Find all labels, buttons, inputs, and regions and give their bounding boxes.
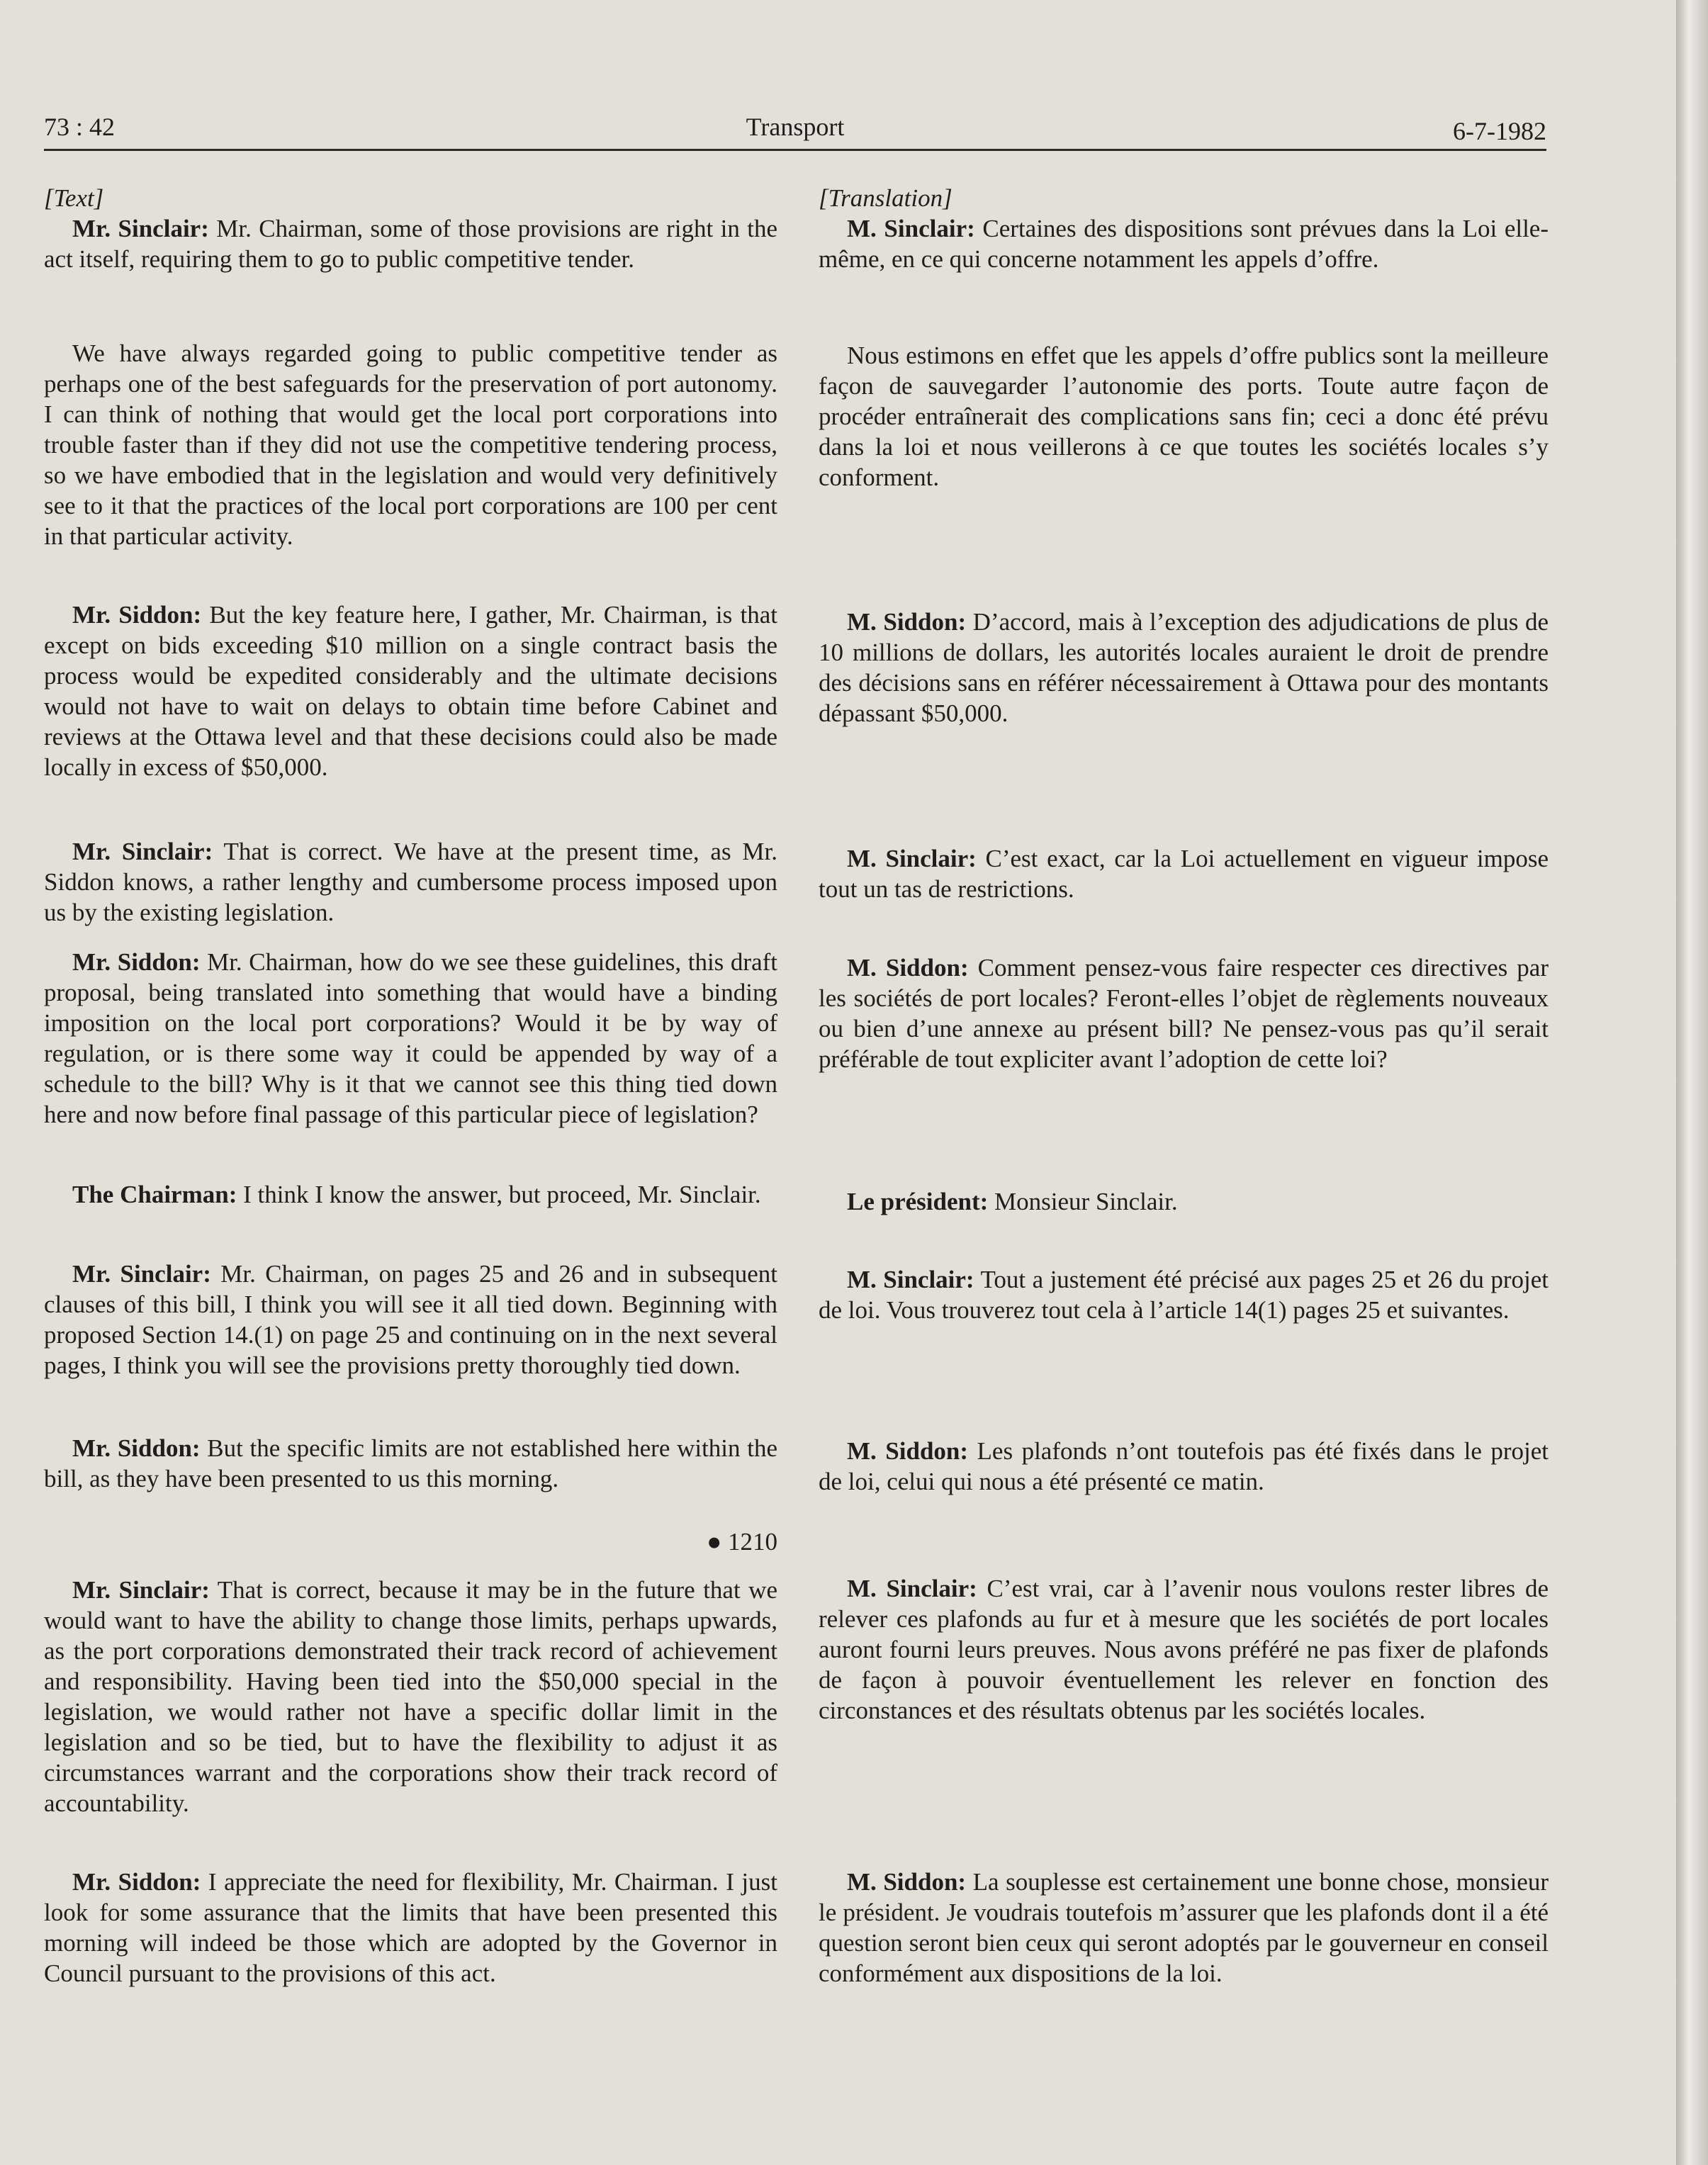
paragraph <box>44 947 777 1130</box>
paragraph-text: Mr. Chairman, on pages 25 and 26 and in subsequent clauses of this bill, I think you will see it all tied down. Beginning with proposed Section 14.(1) on page 25 and continuing on in the next several pages, I think you will see the provisions pretty thoroughly tied down. <box>44 1260 777 1379</box>
paragraph <box>819 213 1549 274</box>
header-rule <box>44 149 1546 151</box>
paragraph-text: La souplesse est certainement une bonne chose, monsieur le président. Je voudrais toutefois m’assurer que les plafonds dont il a été question seront bien ceux qui seront adoptés par le gouverneur en conseil conformément aux dispositions de la loi. <box>819 1868 1549 1987</box>
page-edge-shadow <box>1676 0 1708 2165</box>
paragraph <box>44 600 777 782</box>
speaker-name: Mr. Sinclair: <box>72 215 209 242</box>
paragraph-text: Certaines des dispositions sont prévues dans la Loi elle-même, en ce qui concerne notamment les appels d’offre. <box>819 215 1549 273</box>
paragraph <box>44 1433 777 1494</box>
paragraph-text: Nous estimons en effet que les appels d’offre publics sont la meilleure façon de sauvegarder l’autonomie des ports. Toute autre façon de procéder entraînerait des complications sans fin; ceci a donc été prévu dans la loi et nous veillerons à ce que toutes les sociétés locales s’y conforment. <box>819 342 1549 491</box>
paragraph <box>819 1573 1549 1726</box>
translation-tag: [Translation] <box>819 184 953 212</box>
paragraph-text: I appreciate the need for flexibility, Mr. Chairman. I just look for some assurance that the limits that have been presented this morning will indeed be those which are adopted by the Governor in Council pursuant to the provisions of this act. <box>44 1868 777 1987</box>
paragraph-text: Monsieur Sinclair. <box>988 1188 1178 1215</box>
paragraph <box>819 952 1549 1074</box>
paragraph-text: Les plafonds n’ont toutefois pas été fixés dans le projet de loi, celui qui nous a été présenté ce matin. <box>819 1437 1549 1495</box>
speaker-name: Mr. Siddon: <box>72 1868 201 1896</box>
paragraph-text: That is correct. We have at the present time, as Mr. Siddon knows, a rather lengthy and cumbersome process imposed upon us by the existing legislation. <box>44 838 777 926</box>
paragraph <box>819 1867 1549 1989</box>
paragraph-text: But the key feature here, I gather, Mr. Chairman, is that except on bids exceeding $10 million on a single contract basis the process would be expedited considerably and the ultimate decisions would not have to wait on delays to obtain time before Cabinet and reviews at the Ottawa level and that these decisions could also be made locally in excess of $50,000. <box>44 601 777 781</box>
paragraph <box>819 1436 1549 1497</box>
paragraph-text: D’accord, mais à l’exception des adjudications de plus de 10 millions de dollars, les autorités locales auraient le droit de prendre des décisions sans en référer nécessairement à Ottawa pour des montants dépassant $50,000. <box>819 608 1549 727</box>
paragraph <box>44 1575 777 1818</box>
speaker-name: Mr. Siddon: <box>72 948 201 976</box>
paragraph-text: Comment pensez-vous faire respecter ces directives par les sociétés de port locales? Feront-elles l’objet de règlements nouveaux ou bien d’une annexe au présent bill? Ne pensez-vous pas qu’il serait préférable de tout expliciter avant l’adoption de cette loi? <box>819 954 1549 1073</box>
paragraph-text: Tout a justement été précisé aux pages 25 et 26 du projet de loi. Vous trouverez tout cela à l’article 14(1) pages 25 et suivantes. <box>819 1266 1549 1324</box>
paragraph <box>819 1186 1549 1217</box>
text-tag: [Text] <box>44 184 104 212</box>
paragraph <box>44 213 777 274</box>
speaker-name: M. Siddon: <box>847 1437 969 1465</box>
paragraph-text: C’est exact, car la Loi actuellement en vigueur impose tout un tas de restrictions. <box>819 845 1549 903</box>
paragraph <box>819 340 1549 493</box>
paragraph <box>819 843 1549 904</box>
speaker-name: Mr. Sinclair: <box>72 838 213 865</box>
speaker-name: M. Sinclair: <box>847 1266 974 1293</box>
paragraph <box>44 836 777 928</box>
page-title: Transport <box>746 113 845 141</box>
speaker-name: Mr. Sinclair: <box>72 1260 211 1288</box>
page-date: 6-7-1982 <box>1453 117 1546 145</box>
speaker-name: M. Siddon: <box>847 1868 967 1896</box>
paragraph <box>44 1179 777 1210</box>
page-header <box>44 112 1546 152</box>
speaker-name: M. Siddon: <box>847 608 967 636</box>
page-number: 73 : 42 <box>44 113 116 141</box>
speaker-name: M. Sinclair: <box>847 1575 977 1602</box>
speaker-name: M. Sinclair: <box>847 845 977 872</box>
speaker-name: M. Sinclair: <box>847 215 975 242</box>
speaker-name: The Chairman: <box>72 1181 237 1208</box>
paragraph <box>819 607 1549 729</box>
paragraph-text: Mr. Chairman, some of those provisions are right in the act itself, requiring them to go to public competitive tender. <box>44 215 777 273</box>
speaker-name: M. Siddon: <box>847 954 969 982</box>
paragraph-text: Mr. Chairman, how do we see these guidelines, this draft proposal, being translated into something that would have a binding imposition on the local port corporations? Would it be by way of regulation, or is there some way it could be appended by way of a schedule to the bill? Why is it that we cannot see this thing tied down here and now before final passage of this particular piece of legislation? <box>44 948 777 1128</box>
paragraph <box>819 1264 1549 1325</box>
speaker-name: Le président: <box>847 1188 989 1215</box>
time-stamp: ● 1210 <box>707 1528 777 1556</box>
speaker-name: Mr. Sinclair: <box>72 1576 210 1604</box>
speaker-name: Mr. Siddon: <box>72 1434 201 1462</box>
paragraph-text: C’est vrai, car à l’avenir nous voulons rester libres de relever ces plafonds au fur et à mesure que les sociétés de port locales auront fourni leurs preuves. Nous avons préféré ne pas fixer de plafonds de façon à pouvoir éventuellement les relever en fonction des circonstances et des résultats obtenus par les sociétés locales. <box>819 1575 1549 1724</box>
paragraph <box>44 1867 777 1989</box>
paragraph <box>44 1259 777 1380</box>
paragraph-text: But the specific limits are not established here within the bill, as they have been presented to us this morning. <box>44 1434 777 1492</box>
paragraph-text: We have always regarded going to public competitive tender as perhaps one of the best safeguards for the preservation of port autonomy. I can think of nothing that would get the local port corporations into trouble faster than if they did not use the competitive tendering process, so we have embodied that in the legislation and would very definitively see to it that the practices of the local port corporations are 100 per cent in that particular activity. <box>44 339 777 550</box>
paragraph-text: That is correct, because it may be in the future that we would want to have the ability to change those limits, perhaps upwards, as the port corporations demonstrated their track record of achievement and responsibility. Having been tied into the $50,000 special in the legislation, we would rather not have a specific dollar limit in the legislation and so be tied, but to have the flexibility to adjust it as circumstances warrant and the corporations show their track record of accountability. <box>44 1576 777 1817</box>
speaker-name: Mr. Siddon: <box>72 601 202 629</box>
paragraph <box>44 338 777 551</box>
paragraph-text: I think I know the answer, but proceed, Mr. Sinclair. <box>237 1181 761 1208</box>
